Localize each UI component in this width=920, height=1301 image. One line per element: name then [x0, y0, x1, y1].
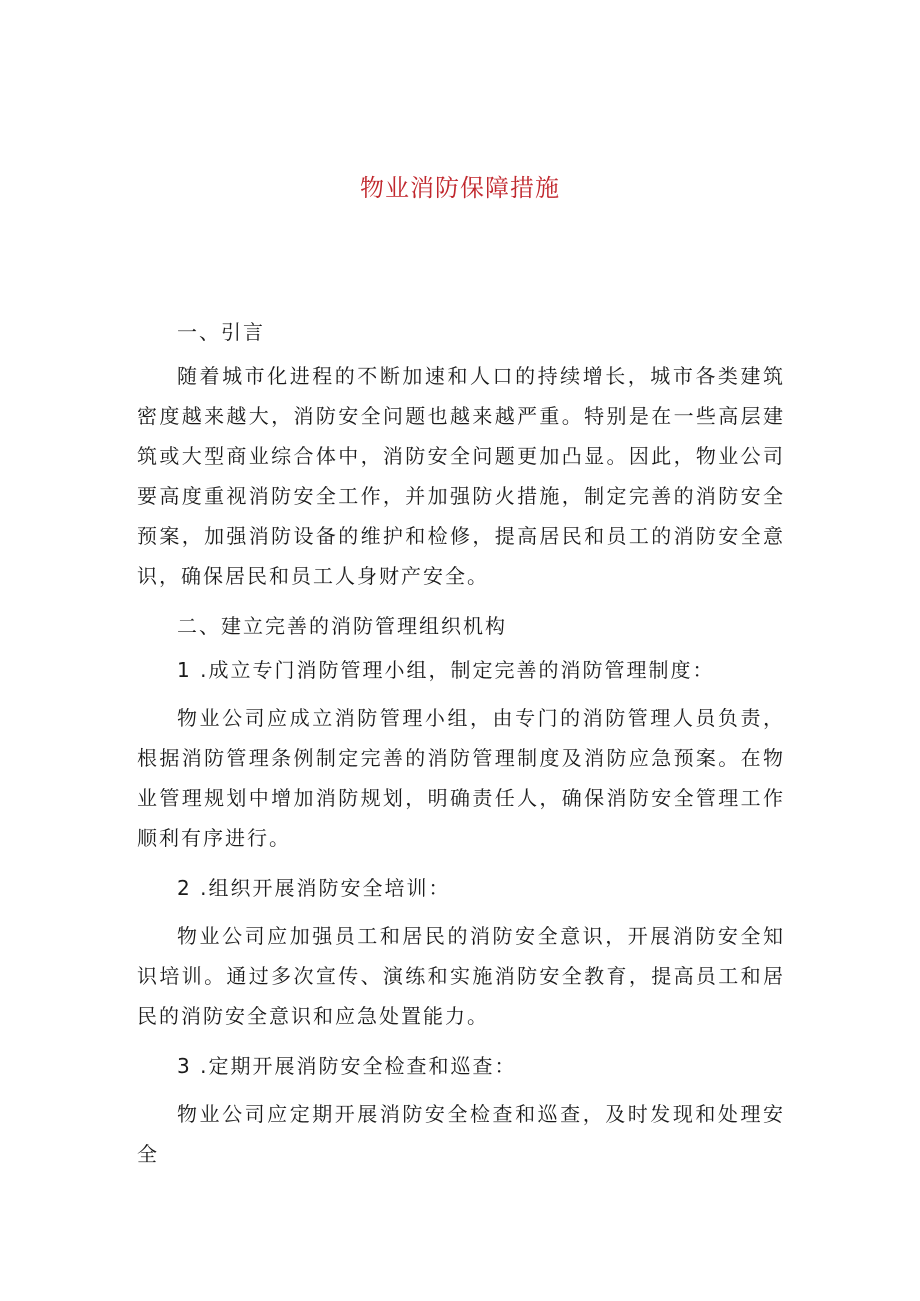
paragraph-item-2: 物业公司应加强员工和居民的消防安全意识，开展消防安全知识培训。通过多次宣传、演练和实施消防安全教育，提高员工和居民的消防安全意识和应急处置能力。 — [137, 924, 785, 1028]
document-body — [137, 312, 785, 1178]
document-title: 物业消防保障措施 — [360, 174, 560, 202]
section-heading-organization: 二、建立完善的消防管理组织机构 — [177, 614, 507, 638]
item-heading-2: 2 .组织开展消防安全培训： — [177, 876, 451, 900]
paragraph-intro: 随着城市化进程的不断加速和人口的持续增长，城市各类建筑密度越来越大，消防安全问题也越来越严重。特别是在一些高层建筑或大型商业综合体中，消防安全问题更加凸显。因此，物业公司要高度重视消防安全工作，并加强防火措施，制定完善的消防安全预案，加强消防设备的维护和检修，提高居民和员工的消防安全意识，确保居民和员工人身财产安全。 — [137, 364, 785, 588]
item-heading-3: 3 .定期开展消防安全检查和巡查： — [177, 1054, 517, 1078]
paragraph-item-3: 物业公司应定期开展消防安全检查和巡查，及时发现和处理安全 — [137, 1102, 785, 1166]
section-heading-intro: 一、引言 — [177, 320, 265, 344]
item-heading-1: 1 .成立专门消防管理小组，制定完善的消防管理制度： — [177, 658, 715, 682]
paragraph-item-1: 物业公司应成立消防管理小组，由专门的消防管理人员负责，根据消防管理条例制定完善的消防管理制度及消防应急预案。在物业管理规划中增加消防规划，明确责任人，确保消防安全管理工作顺利有序进行。 — [137, 706, 785, 850]
